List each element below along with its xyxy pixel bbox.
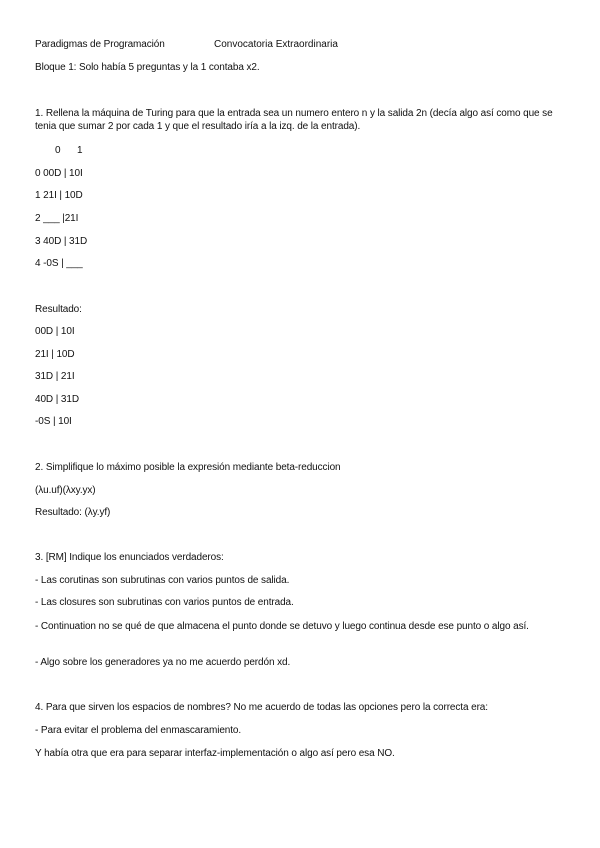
q1-prompt: 1. Rellena la máquina de Turing para que la entrada sea un numero entero n y la salida 2n (decía algo así como que se tenia que sumar 2 por cada 1 y que el resultado iría a la izq. de la entrada). <box>35 108 553 132</box>
q3-option-1: - Las closures son subrutinas con varios puntos de entrada. <box>35 597 294 608</box>
q1-result-row-0: 00D | 10I <box>35 326 75 337</box>
q3-option-0: - Las corutinas son subrutinas con varios puntos de salida. <box>35 575 290 586</box>
q2-expression: (λu.uf)(λxy.yx) <box>35 485 96 496</box>
q1-row-4: 4 -0S | ___ <box>35 258 83 269</box>
q1-result-label: Resultado: <box>35 304 82 315</box>
q3-option-3: - Algo sobre los generadores ya no me acuerdo perdón xd. <box>35 657 291 668</box>
q1-result-row-3: 40D | 31D <box>35 394 79 405</box>
block-note: Bloque 1: Solo había 5 preguntas y la 1 contaba x2. <box>35 62 260 73</box>
q4-note: Y había otra que era para separar interfaz-implementación o algo así pero esa NO. <box>35 748 395 759</box>
course-title: Paradigmas de Programación <box>35 39 165 50</box>
q3-option-2: - Continuation no se qué de que almacena el punto donde se detuvo y luego continua desde ese punto o algo así. <box>35 621 529 632</box>
q2-prompt: 2. Simplifique lo máximo posible la expresión mediante beta-reduccion <box>35 462 341 473</box>
session-title: Convocatoria Extraordinaria <box>214 39 338 50</box>
q1-result-row-2: 31D | 21I <box>35 371 75 382</box>
q1-row-1: 1 21I | 10D <box>35 190 83 201</box>
q1-row-3: 3 40D | 31D <box>35 236 88 247</box>
q2-result: Resultado: (λy.yf) <box>35 507 111 518</box>
q4-answer: - Para evitar el problema del enmascaramiento. <box>35 725 242 736</box>
q1-row-2: 2 ___ |21I <box>35 213 79 224</box>
q1-col-header-1: 1 <box>77 145 83 156</box>
q4-prompt: 4. Para que sirven los espacios de nombres? No me acuerdo de todas las opciones pero la correcta era: <box>35 702 488 713</box>
q3-prompt: 3. [RM] Indique los enunciados verdaderos: <box>35 552 224 563</box>
q1-row-0: 0 00D | 10I <box>35 168 83 179</box>
q1-col-header-0: 0 <box>55 145 61 156</box>
q1-result-row-1: 21I | 10D <box>35 349 75 360</box>
q1-result-row-4: -0S | 10I <box>35 416 72 427</box>
